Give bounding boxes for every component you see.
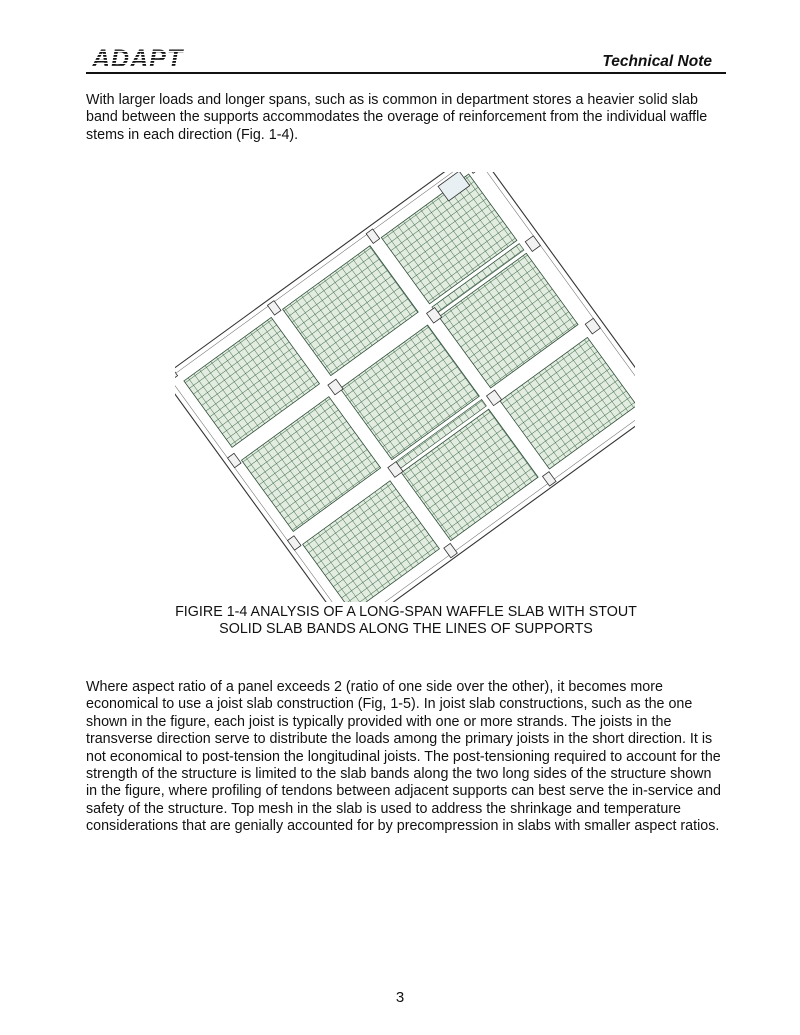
intro-paragraph: With larger loads and longer spans, such as is common in department stores a heavier solid slab band between the supports accommodates the overage of reinforcement from the individual waffle stems in each direction (Fig. 1-4). xyxy=(86,92,708,143)
figure-caption xyxy=(86,604,726,639)
logo-wordmark: ADAPT xyxy=(92,46,184,70)
header-title: Technical Note xyxy=(602,53,712,70)
waffle-slab-figure xyxy=(175,172,635,602)
page-number: 3 xyxy=(395,989,405,1006)
header-rule xyxy=(86,72,726,74)
page-header xyxy=(86,44,726,74)
adapt-logo xyxy=(90,46,214,70)
caption-line-1: FIGIRE 1-4 ANALYSIS OF A LONG-SPAN WAFFLE SLAB WITH STOUT xyxy=(175,604,637,620)
body-paragraph: Where aspect ratio of a panel exceeds 2 (ratio of one side over the other), it becomes more economical to use a joist slab construction (Fig, 1-5). In joist slab constructions, such as the one shown in the figure, each joist is typically provided with one or more strands. The joists in the transverse direction serve to distribute the loads among the primary joists in the short direction. It is not economical to post-tension the longitudinal joists. The post-tensioning required to account for the strength of the structure is limited to the slab bands along the two long sides of the structure shown in the figure, where profiling of tendons between adjacent supports can best serve the in-service and safety of the structure. Top mesh in the slab is used to address the shrinkage and temperature considerations that are genially accounted for by precompression in slabs with smaller aspect ratios. xyxy=(86,679,722,835)
caption-line-2: SOLID SLAB BANDS ALONG THE LINES OF SUPPORTS xyxy=(219,621,593,638)
